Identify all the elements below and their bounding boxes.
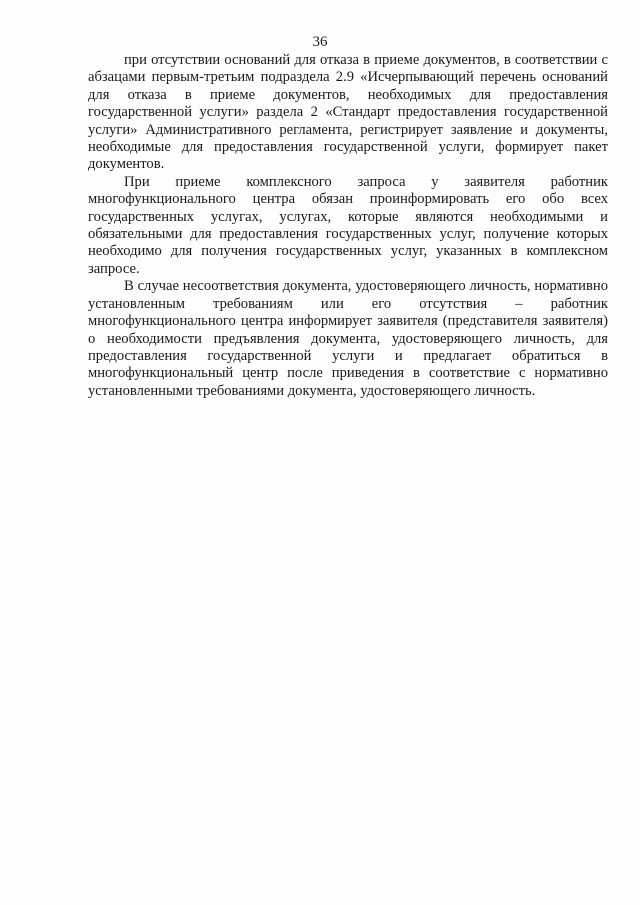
page-number: 36 (312, 34, 328, 50)
document-body (88, 52, 608, 400)
paragraph: В случае несоответствия документа, удостоверяющего личность, нормативно установленным требованиям или его отсутствия – работник многофункционального центра информирует заявителя (представителя заявителя) о необходимости предъявления документа, удостоверяющего личность, для предоставления государственной услуги и предлагает обратиться в многофункциональный центр после приведения в соответствие с нормативно установленными требованиями документа, удостоверяющего личность. (88, 278, 608, 399)
paragraph: При приеме комплексного запроса у заявителя работник многофункционального центра обязан проинформировать его обо всех государственных услугах, услугах, которые являются необходимыми и обязательными для предоставления государственных услуг, получение которых необходимо для получения государственных услуг, указанных в комплексном запросе. (88, 173, 608, 277)
paragraph: при отсутствии оснований для отказа в приеме документов, в соответствии с абзацами первым-третьим подраздела 2.9 «Исчерпывающий перечень оснований для отказа в приеме документов, необходимых для предоставления государственной услуги» раздела 2 «Стандарт предоставления государственной услуги» Административного регламента, регистрирует заявление и документы, необходимые для предоставления государственной услуги, формирует пакет документов. (88, 52, 608, 173)
